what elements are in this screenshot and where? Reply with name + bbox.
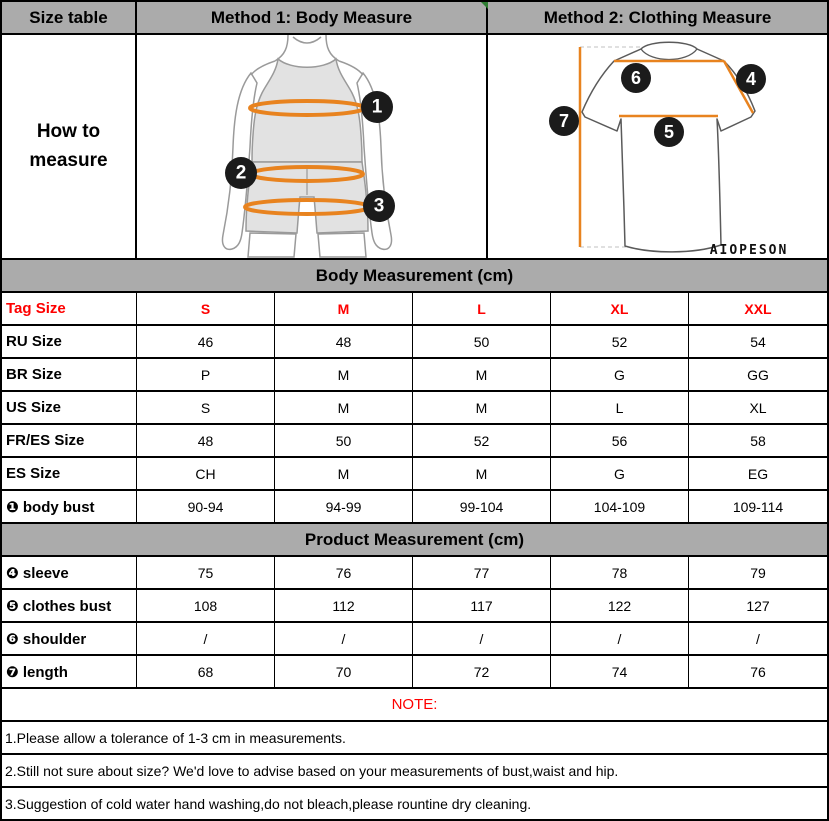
size-value: GG [747, 366, 769, 383]
row-label: BR Size [2, 359, 137, 390]
top-header-row [2, 2, 827, 35]
svg-text:5: 5 [663, 122, 675, 142]
row-label: ❺ clothes bust [2, 590, 137, 621]
svg-text:7: 7 [558, 111, 570, 131]
size-value: M [413, 359, 551, 390]
size-value: 77 [413, 557, 551, 588]
size-value: M [275, 359, 413, 390]
size-value: / [413, 623, 551, 654]
svg-text:2: 2 [235, 162, 247, 184]
brand-text: AIOPESON [709, 243, 789, 258]
size-value: 46 [137, 326, 275, 357]
row-label: ❻ shoulder [2, 623, 137, 654]
tag-size-row [2, 293, 827, 326]
size-value: 78 [551, 557, 689, 588]
size-value: L [551, 392, 689, 423]
body-measurement-title: Body Measurement (cm) [2, 260, 827, 293]
size-value: 58 [750, 432, 766, 449]
size-value: / [275, 623, 413, 654]
body-figure-illustration [137, 35, 486, 258]
hip-badge [363, 190, 395, 222]
waist-badge [225, 157, 257, 189]
size-value: 54 [750, 333, 766, 350]
size-value: 79 [750, 564, 766, 581]
size-value: 76 [750, 663, 766, 680]
size-value: 104-109 [551, 491, 689, 522]
size-value: 94-99 [275, 491, 413, 522]
method2-header: Method 2: Clothing Measure [488, 2, 827, 33]
clothing-measure-illustration-cell [488, 35, 827, 258]
spreadsheet-corner-marker [481, 2, 488, 9]
row-label: ES Size [2, 458, 137, 489]
svg-text:6: 6 [630, 68, 642, 88]
tshirt-outline [582, 42, 755, 252]
size-value: G [551, 359, 689, 390]
table-row [2, 491, 827, 524]
size-value: 50 [413, 326, 551, 357]
note-item: 2.Still not sure about size? We'd love to advise based on your measurements of bust,waist and hip. [2, 755, 827, 788]
length-badge [549, 106, 579, 136]
size-value: 127 [746, 597, 770, 614]
table-row [2, 623, 827, 656]
left-leg [248, 233, 296, 257]
size-value: 52 [413, 425, 551, 456]
size-value: / [137, 623, 275, 654]
clothes-bust-badge [654, 117, 684, 147]
size-col-header: L [413, 293, 551, 324]
size-value: P [137, 359, 275, 390]
size-value: 117 [413, 590, 551, 621]
row-label: RU Size [2, 326, 137, 357]
size-value: 56 [551, 425, 689, 456]
svg-text:1: 1 [371, 96, 383, 118]
size-col-header: S [137, 293, 275, 324]
size-value: 72 [413, 656, 551, 687]
table-row [2, 425, 827, 458]
size-value: XL [749, 399, 767, 416]
size-value: M [413, 458, 551, 489]
how-to-measure-row [2, 35, 827, 260]
size-value: 74 [551, 656, 689, 687]
size-value: M [275, 392, 413, 423]
how-to-measure-label [2, 35, 137, 258]
size-value: 52 [551, 326, 689, 357]
table-row [2, 359, 827, 392]
size-col-header: XL [551, 293, 689, 324]
size-value: 90-94 [137, 491, 275, 522]
row-label: ❼ length [2, 656, 137, 687]
size-value: 48 [275, 326, 413, 357]
size-value: 75 [137, 557, 275, 588]
size-value: 109-114 [732, 498, 784, 515]
row-label: ❶ body bust [2, 491, 137, 522]
row-label: US Size [2, 392, 137, 423]
size-value: M [413, 392, 551, 423]
size-value: CH [137, 458, 275, 489]
method1-header: Method 1: Body Measure [137, 2, 488, 33]
table-row [2, 656, 827, 689]
body-measure-illustration-cell [137, 35, 488, 258]
size-table-header: Size table [2, 2, 137, 33]
size-value: 50 [275, 425, 413, 456]
neck-outline [275, 35, 339, 61]
size-value: 68 [137, 656, 275, 687]
how-to-line2: measure [29, 149, 108, 171]
row-label: Tag Size [2, 293, 137, 324]
size-col-header: M [275, 293, 413, 324]
size-value: 122 [551, 590, 689, 621]
tank-top [252, 59, 362, 162]
size-value: 99-104 [413, 491, 551, 522]
size-value: EG [747, 465, 769, 482]
sleeve-badge [736, 64, 766, 94]
size-value: 112 [275, 590, 413, 621]
table-row [2, 458, 827, 491]
size-value: M [275, 458, 413, 489]
size-value: 70 [275, 656, 413, 687]
table-row [2, 590, 827, 623]
how-to-line1: How to [36, 121, 101, 142]
size-value: / [551, 623, 689, 654]
size-value: S [137, 392, 275, 423]
row-label: FR/ES Size [2, 425, 137, 456]
size-value: 48 [137, 425, 275, 456]
bust-badge [361, 91, 393, 123]
svg-text:4: 4 [745, 69, 757, 89]
size-value: 108 [137, 590, 275, 621]
shoulder-badge [621, 63, 651, 93]
table-row [2, 326, 827, 359]
tshirt-illustration [489, 35, 826, 258]
table-row [2, 392, 827, 425]
right-leg [318, 233, 366, 257]
table-row [2, 557, 827, 590]
note-item: 3.Suggestion of cold water hand washing,do not bleach,please rountine dry cleaning. [5, 795, 532, 812]
size-value: G [551, 458, 689, 489]
svg-text:3: 3 [373, 195, 385, 217]
product-measurement-title: Product Measurement (cm) [2, 524, 827, 557]
size-col-header: XXL [744, 300, 772, 317]
note-item: 1.Please allow a tolerance of 1-3 cm in measurements. [2, 722, 827, 755]
size-value: / [756, 630, 760, 647]
size-value: 76 [275, 557, 413, 588]
note-title: NOTE: [2, 689, 827, 722]
row-label: ❹ sleeve [2, 557, 137, 588]
